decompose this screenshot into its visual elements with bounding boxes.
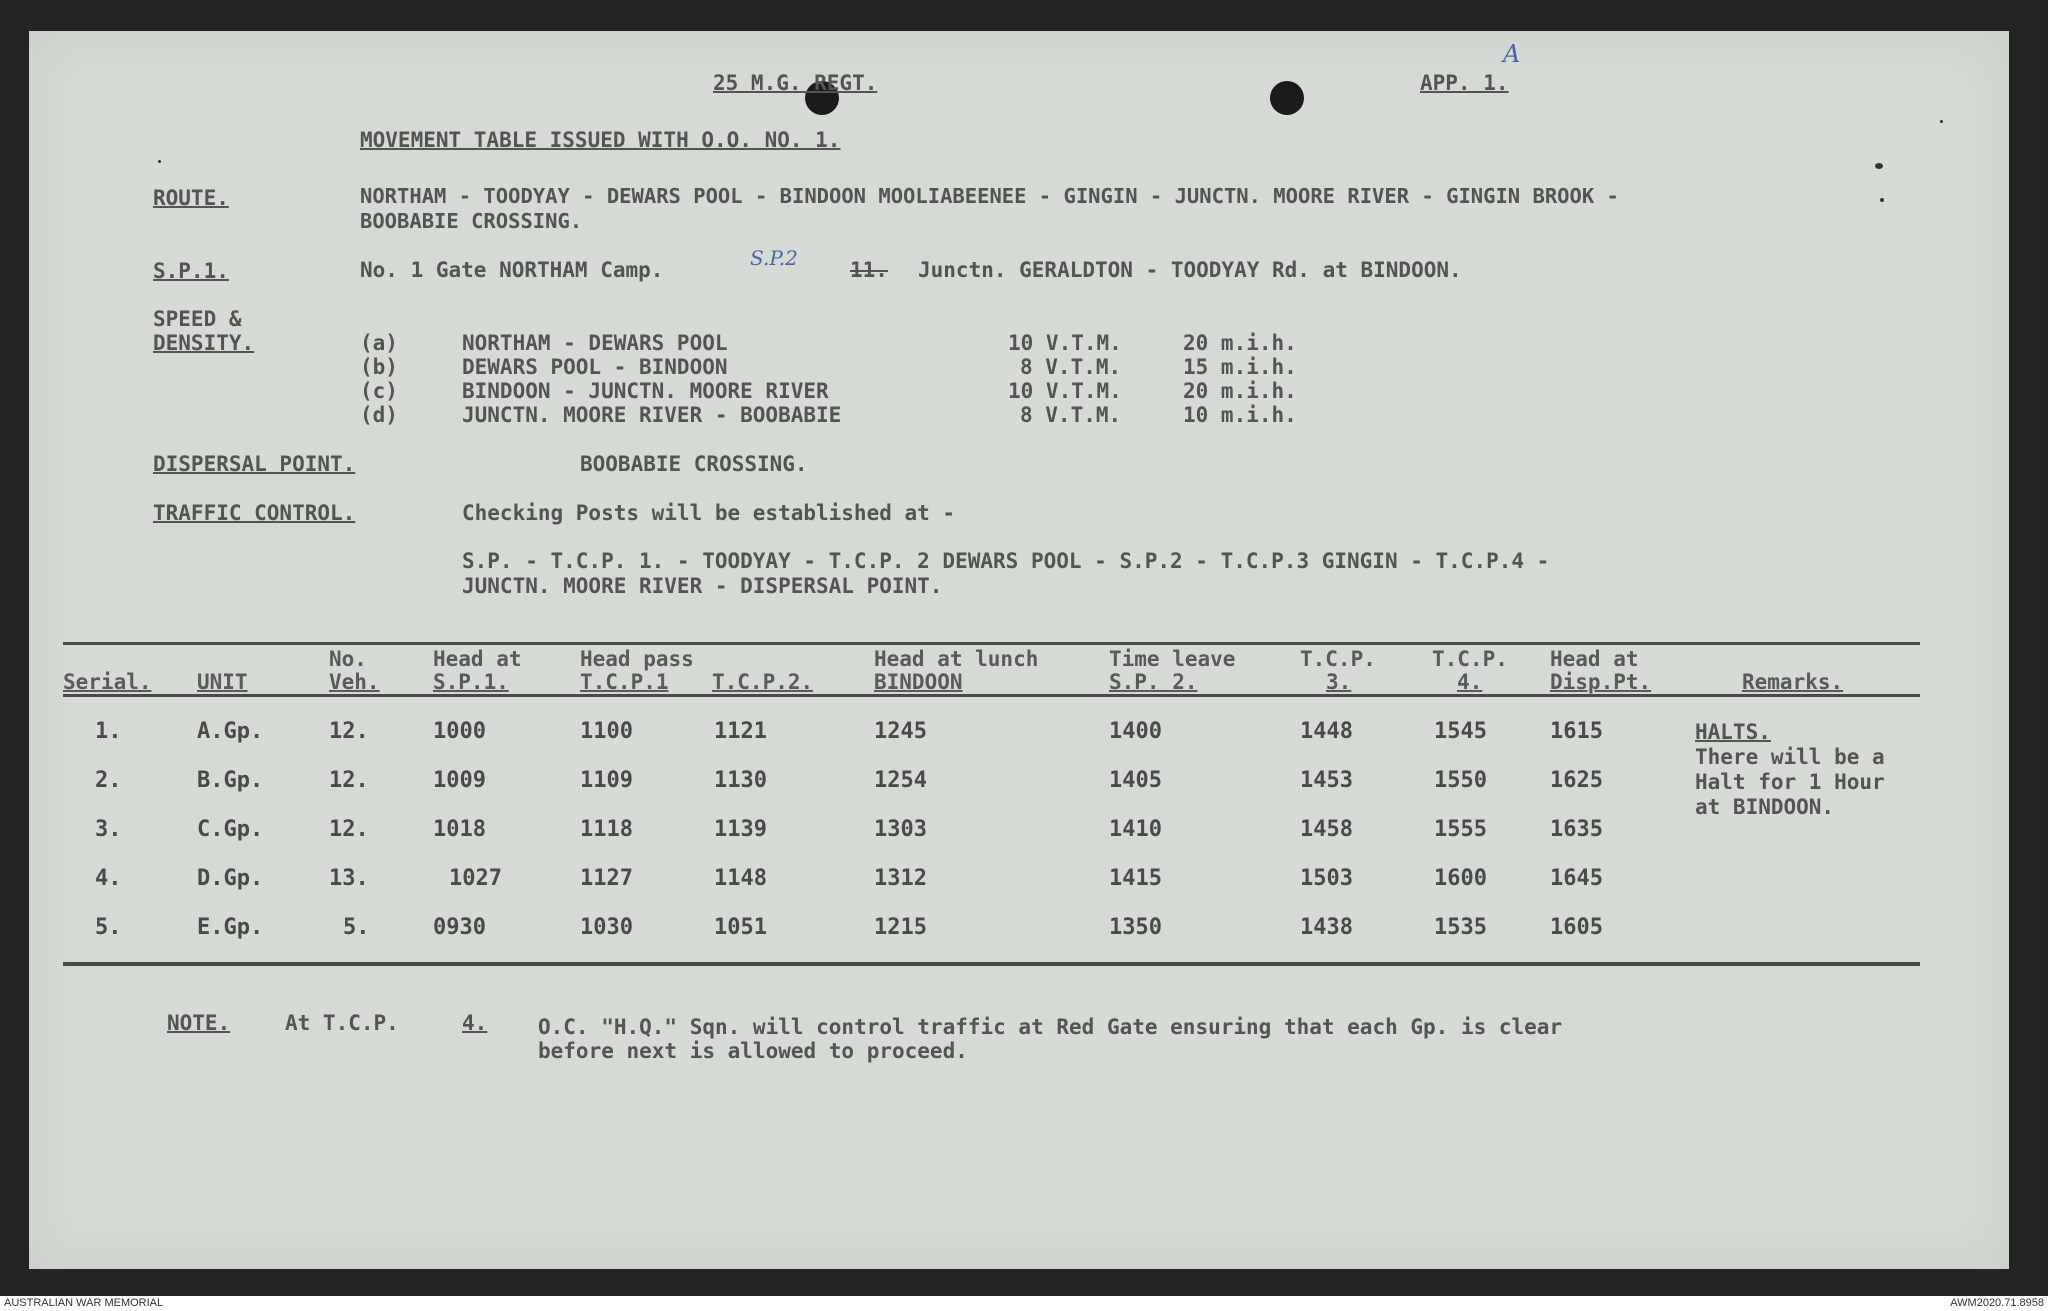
speed-mih-a: 20 m.i.h.	[1183, 331, 1297, 355]
col-header-veh-1: No.	[329, 647, 367, 671]
table-row-5-disp: 1605	[1550, 915, 1603, 940]
traffic-line-3: JUNCTN. MOORE RIVER - DISPERSAL POINT.	[462, 574, 943, 598]
table-row-2-disp: 1625	[1550, 768, 1603, 793]
dispersal-value: BOOBABIE CROSSING.	[580, 452, 808, 476]
speed-vtm-d: 8 V.T.M.	[1020, 403, 1122, 427]
speed-stage-d: JUNCTN. MOORE RIVER - BOOBABIE	[462, 403, 842, 427]
table-row-1-disp: 1615	[1550, 719, 1603, 744]
table-row-5-tcp2: 1051	[714, 915, 767, 940]
col-header-leave-1: Time leave	[1109, 647, 1236, 671]
col-header-disp-1: Head at	[1550, 647, 1639, 671]
route-label: ROUTE.	[153, 186, 229, 210]
ink-speck	[1875, 163, 1883, 169]
footer-institution: AUSTRALIAN WAR MEMORIAL	[4, 1297, 164, 1309]
table-row-1-tcp1: 1100	[580, 719, 633, 744]
remarks-line-1: There will be a	[1695, 745, 1885, 769]
col-header-leave-2: S.P. 2.	[1109, 670, 1198, 694]
table-row-4-unit: D.Gp.	[197, 866, 264, 891]
dispersal-label: DISPERSAL POINT.	[153, 452, 356, 476]
table-row-1-tcp2: 1121	[714, 719, 767, 744]
table-row-4-tcp1: 1127	[580, 866, 633, 891]
table-row-2-veh: 12.	[329, 768, 369, 793]
table-row-5-tcp3: 1438	[1300, 915, 1353, 940]
spl-struck-text: 11.	[850, 258, 888, 282]
table-row-5-leave: 1350	[1109, 915, 1162, 940]
spl-label: S.P.1.	[153, 259, 229, 283]
table-row-3-disp: 1635	[1550, 817, 1603, 842]
remarks-line-2: Halt for 1 Hour	[1695, 770, 1885, 794]
table-row-3-serial: 3.	[95, 817, 122, 842]
table-row-5-tcp4: 1535	[1434, 915, 1487, 940]
table-row-2-lunch: 1254	[874, 768, 927, 793]
col-header-disp-2: Disp.Pt.	[1550, 670, 1652, 694]
table-row-1-unit: A.Gp.	[197, 719, 264, 744]
table-row-3-tcp4: 1555	[1434, 817, 1487, 842]
table-row-2-tcp2: 1130	[714, 768, 767, 793]
col-header-unit: UNIT	[197, 670, 248, 694]
note-line-1: O.C. "H.Q." Sqn. will control traffic at Red Gate ensuring that each Gp. is clear	[538, 1015, 1563, 1039]
col-header-spl-1: Head at	[433, 647, 522, 671]
speed-letter-b: (b)	[360, 355, 398, 379]
table-row-1-lunch: 1245	[874, 719, 927, 744]
table-row-3-unit: C.Gp.	[197, 817, 264, 842]
speed-letter-a: (a)	[360, 331, 398, 355]
col-header-lunch-2: BINDOON	[874, 670, 963, 694]
table-row-5-serial: 5.	[95, 915, 122, 940]
table-row-1-serial: 1.	[95, 719, 122, 744]
remarks-line-3: at BINDOON.	[1695, 795, 1835, 819]
route-line-1: NORTHAM - TOODYAY - DEWARS POOL - BINDOON MOOLIABEENEE - GINGIN - JUNCTN. MOORE RIVER - GINGIN BROOK -	[360, 184, 1619, 208]
table-row-4-veh: 13.	[329, 866, 369, 891]
table-row-3-tcp2: 1139	[714, 817, 767, 842]
table-row-4-lunch: 1312	[874, 866, 927, 891]
ink-speck	[158, 160, 161, 163]
col-header-tcp4-1: T.C.P.	[1432, 647, 1508, 671]
col-header-tcp4-2: 4.	[1457, 670, 1483, 694]
archive-footer	[0, 1296, 2048, 1311]
table-row-4-spl: 1027	[449, 866, 502, 891]
spl-text-2: Junctn. GERALDTON - TOODYAY Rd. at BINDOON.	[918, 258, 1462, 282]
speed-stage-b: DEWARS POOL - BINDOON	[462, 355, 728, 379]
spl-text-1: No. 1 Gate NORTHAM Camp.	[360, 258, 664, 282]
traffic-label: TRAFFIC CONTROL.	[153, 501, 356, 525]
table-row-5-lunch: 1215	[874, 915, 927, 940]
document-title: MOVEMENT TABLE ISSUED WITH O.O. NO. 1.	[360, 128, 841, 152]
table-row-4-serial: 4.	[95, 866, 122, 891]
speed-stage-a: NORTHAM - DEWARS POOL	[462, 331, 728, 355]
note-line-2: before next is allowed to proceed.	[538, 1039, 968, 1063]
table-top-rule	[63, 642, 1920, 645]
appendix-handwritten-mark: A	[1503, 40, 1521, 68]
punch-hole-right	[1270, 81, 1304, 115]
table-row-3-lunch: 1303	[874, 817, 927, 842]
note-at: At T.C.P.	[285, 1011, 399, 1035]
speed-vtm-c: 10 V.T.M.	[1008, 379, 1122, 403]
table-bottom-rule	[63, 962, 1920, 966]
table-row-1-tcp3: 1448	[1300, 719, 1353, 744]
table-row-2-tcp1: 1109	[580, 768, 633, 793]
col-header-pass-tcp1: T.C.P.1	[580, 670, 669, 694]
table-row-2-spl: 1009	[433, 768, 486, 793]
table-row-5-spl: 0930	[433, 915, 486, 940]
traffic-line-2: S.P. - T.C.P. 1. - TOODYAY - T.C.P. 2 DEWARS POOL - S.P.2 - T.C.P.3 GINGIN - T.C.P.4 -	[462, 549, 1550, 573]
speed-mih-c: 20 m.i.h.	[1183, 379, 1297, 403]
table-row-2-leave: 1405	[1109, 768, 1162, 793]
table-row-4-leave: 1415	[1109, 866, 1162, 891]
note-tcp-number: 4.	[462, 1011, 488, 1035]
table-row-3-leave: 1410	[1109, 817, 1162, 842]
footer-accession-number: AWM2020.71.8958	[1950, 1297, 2044, 1309]
table-row-1-veh: 12.	[329, 719, 369, 744]
col-header-tcp3-2: 3.	[1326, 670, 1352, 694]
col-header-serial: Serial.	[63, 670, 152, 694]
regiment-heading: 25 M.G. REGT.	[713, 71, 878, 95]
table-row-2-unit: B.Gp.	[197, 768, 264, 793]
col-header-pass-1: Head pass	[580, 647, 694, 671]
appendix-label: APP. 1.	[1420, 71, 1509, 95]
speed-vtm-a: 10 V.T.M.	[1008, 331, 1122, 355]
ink-speck	[1940, 120, 1943, 123]
table-row-2-serial: 2.	[95, 768, 122, 793]
col-header-lunch-1: Head at lunch	[874, 647, 1039, 671]
table-row-1-leave: 1400	[1109, 719, 1162, 744]
route-line-2: BOOBABIE CROSSING.	[360, 209, 583, 233]
speed-stage-c: BINDOON - JUNCTN. MOORE RIVER	[462, 379, 829, 403]
traffic-line-1: Checking Posts will be established at -	[462, 501, 956, 525]
speed-label-1: SPEED &	[153, 307, 242, 331]
table-row-3-spl: 1018	[433, 817, 486, 842]
table-row-4-tcp3: 1503	[1300, 866, 1353, 891]
speed-vtm-b: 8 V.T.M.	[1020, 355, 1122, 379]
ink-speck	[1880, 198, 1884, 202]
table-row-3-tcp1: 1118	[580, 817, 633, 842]
col-header-tcp3-1: T.C.P.	[1300, 647, 1376, 671]
col-header-spl-2: S.P.1.	[433, 670, 509, 694]
table-row-4-tcp2: 1148	[714, 866, 767, 891]
col-header-pass-tcp2: T.C.P.2.	[712, 670, 814, 694]
table-row-2-tcp3: 1453	[1300, 768, 1353, 793]
table-header-rule	[63, 694, 1920, 697]
speed-letter-d: (d)	[360, 403, 398, 427]
table-row-4-disp: 1645	[1550, 866, 1603, 891]
table-row-5-unit: E.Gp.	[197, 915, 264, 940]
speed-label-2: DENSITY.	[153, 331, 255, 355]
spl-handwritten-sp2: S.P.2	[750, 246, 798, 270]
table-row-5-veh: 5.	[343, 915, 370, 940]
table-row-3-veh: 12.	[329, 817, 369, 842]
speed-mih-d: 10 m.i.h.	[1183, 403, 1297, 427]
note-label: NOTE.	[167, 1011, 231, 1035]
table-row-1-spl: 1000	[433, 719, 486, 744]
col-header-remarks: Remarks.	[1742, 670, 1844, 694]
table-row-2-tcp4: 1550	[1434, 768, 1487, 793]
table-row-1-tcp4: 1545	[1434, 719, 1487, 744]
table-row-5-tcp1: 1030	[580, 915, 633, 940]
col-header-veh-2: Veh.	[329, 670, 380, 694]
speed-mih-b: 15 m.i.h.	[1183, 355, 1297, 379]
table-row-3-tcp3: 1458	[1300, 817, 1353, 842]
speed-letter-c: (c)	[360, 379, 398, 403]
table-row-4-tcp4: 1600	[1434, 866, 1487, 891]
remarks-title: HALTS.	[1695, 720, 1771, 744]
